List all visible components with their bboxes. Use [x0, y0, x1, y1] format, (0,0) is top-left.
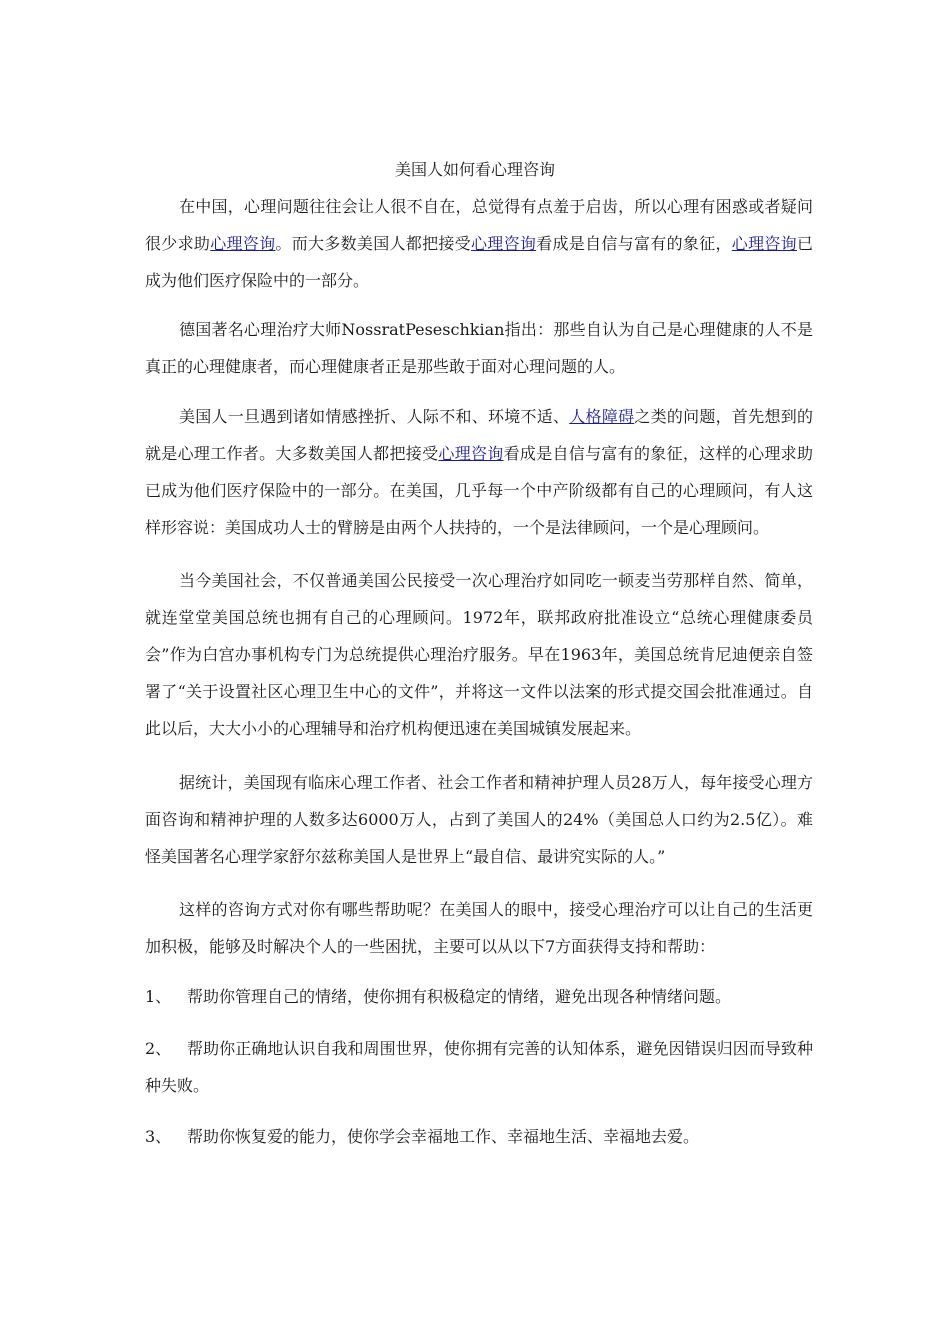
- paragraph-3: [145, 398, 813, 546]
- link-counseling-2[interactable]: 心理咨询: [470, 234, 537, 253]
- document-title: 美国人如何看心理咨询: [394, 160, 555, 179]
- paragraph-6: 这样的咨询方式对你有哪些帮助呢？在美国人的眼中，接受心理治疗可以让自己的生活更加积极，能够及时解决个人的一些困扰，主要可以从以下7方面获得支持和帮助：: [145, 900, 813, 956]
- paragraph-1-lead: 在中国，心理问题往往会让人很不自在，总觉得有点羞于启齿，所以心理有困惑或者疑问很少求助: [145, 197, 813, 253]
- paragraph-2: 德国著名心理治疗大师NossratPeseschkian指出：那些自认为自己是心理健康的人不是真正的心理健康者，而心理健康者正是那些敢于面对心理问题的人。: [145, 320, 813, 376]
- list-item-number: 1、: [145, 987, 172, 1006]
- link-personality-disorder[interactable]: 人格障碍: [569, 407, 635, 426]
- link-counseling-3[interactable]: 心理咨询: [731, 234, 797, 253]
- list-item: [145, 1118, 813, 1155]
- paragraph-3-mid: 之类的问题，首先想到的就是心理工作者。大多数美国人都把接受: [145, 407, 813, 463]
- list-item: [145, 1030, 813, 1104]
- paragraph-3-lead: 美国人一旦遇到诸如情感挫折、人际不和、环境不适、: [179, 407, 570, 426]
- link-counseling-1[interactable]: 心理咨询: [210, 234, 276, 253]
- link-counseling-4[interactable]: 心理咨询: [438, 444, 504, 463]
- paragraph-1-mid-2: 看成是自信与富有的象征，: [536, 234, 732, 253]
- paragraph-1-tail: 已成为他们医疗保险中的一部分。: [145, 234, 813, 290]
- list-item: [145, 978, 813, 1015]
- list-item-number: 3、: [145, 1127, 172, 1146]
- list-item-text: 帮助你管理自己的情绪，使你拥有积极稳定的情绪，避免出现各种情绪问题。: [187, 987, 732, 1006]
- paragraph-4: 当今美国社会，不仅普通美国公民接受一次心理治疗如同吃一顿麦当劳那样自然、简单，就连堂堂美国总统也拥有自己的心理顾问。1972年，联邦政府批准设立“总统心理健康委员会”作为白宫办事机构专门为总统提供心理治疗服务。早在1963年，美国总统肯尼迪便亲自签署了“关于设置社区心理卫生中心的文件”，并将这一文件以法案的形式提交国会批准通过。自此以后，大大小小的心理辅导和治疗机构便迅速在美国城镇发展起来。: [145, 571, 813, 738]
- paragraph-5: 据统计，美国现有临床心理工作者、社会工作者和精神护理人员28万人，每年接受心理方面咨询和精神护理的人数多达6000万人，占到了美国人的24%（美国总人口约为2.5亿）。难怪美国著名心理学家舒尔兹称美国人是世界上“最自信、最讲究实际的人。”: [145, 773, 813, 866]
- list-item-text: 帮助你恢复爱的能力，使你学会幸福地工作、幸福地生活、幸福地去爱。: [187, 1127, 700, 1146]
- paragraph-1: [145, 188, 813, 299]
- paragraph-3-tail: 看成是自信与富有的象征，这样的心理求助已成为他们医疗保险中的一部分。在美国，几乎每一个中产阶级都有自己的心理顾问，有人这样形容说：美国成功人士的臂膀是由两个人扶持的，一个是法律顾问，一个是心理顾问。: [145, 444, 813, 537]
- list-item-text: 帮助你正确地认识自我和周围世界，使你拥有完善的认知体系，避免因错误归因而导致种种失败。: [145, 1039, 813, 1095]
- paragraph-1-mid-1: 。而大多数美国人都把接受: [275, 234, 471, 253]
- list-item-number: 2、: [145, 1039, 172, 1058]
